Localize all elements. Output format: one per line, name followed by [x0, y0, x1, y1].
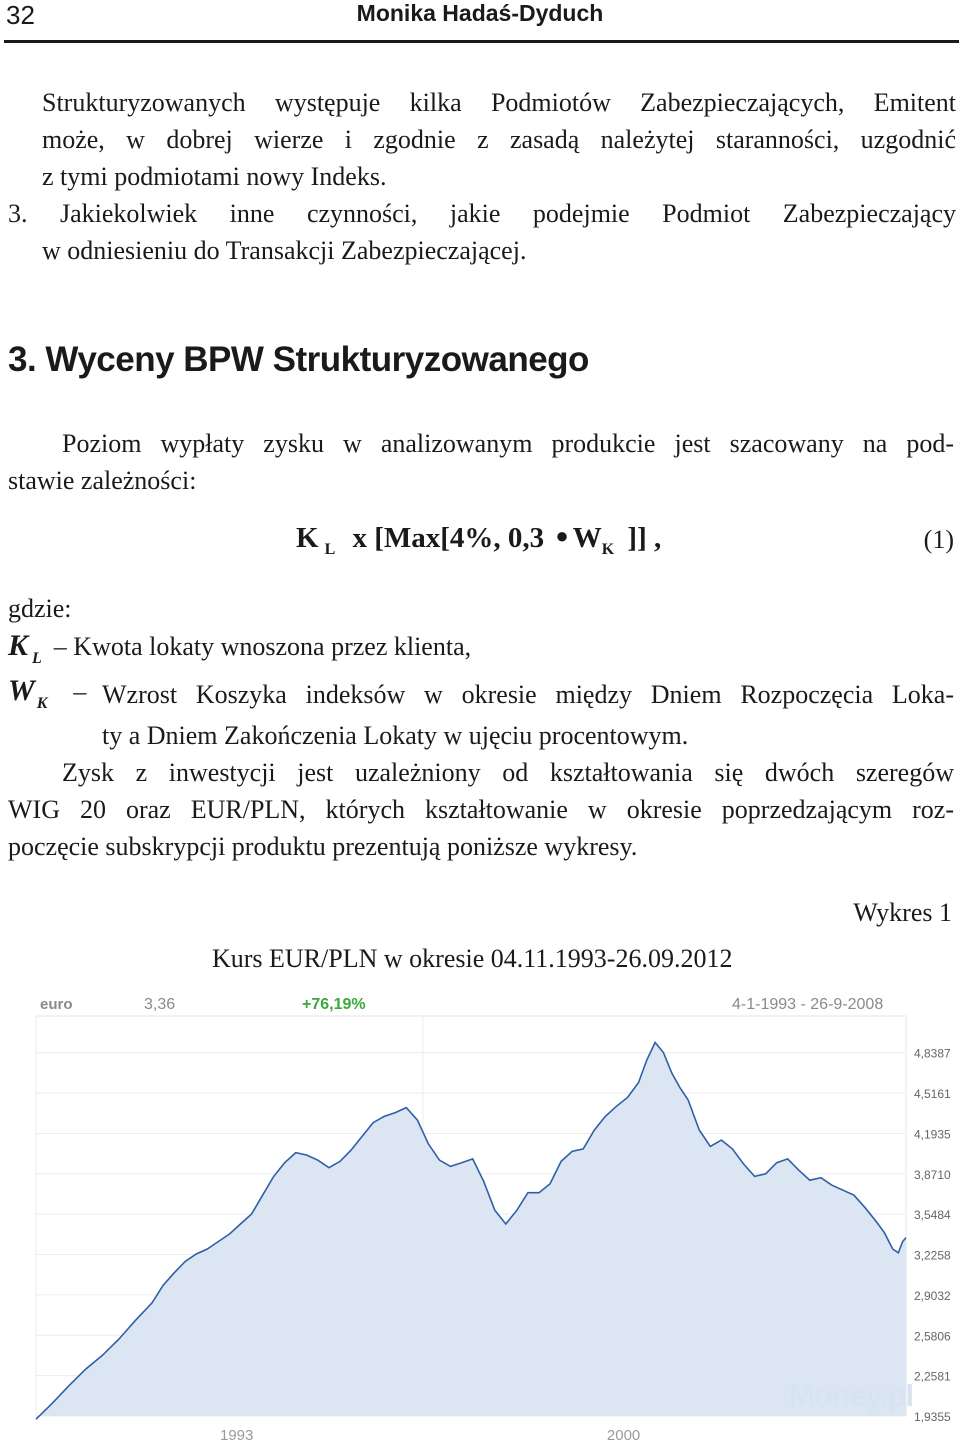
eurpln-chart: [34, 990, 960, 1445]
intro-line-2: może, w dobrej wierze i zgodnie z zasadą należytej staranności, uzgodnić: [42, 125, 956, 154]
closing-line-1: Zysk z inwestycji jest uzależniony od kształtowania się dwóch szeregów: [62, 758, 954, 787]
wk-symbol: W: [8, 674, 35, 707]
wk-dash: –: [73, 677, 87, 706]
definitions-label: gdzie:: [8, 594, 72, 623]
y-tick-label: 4,8387: [914, 1046, 951, 1061]
wk-text-line-2: ty a Dniem Zakończenia Lokaty w ujęciu procentowym.: [102, 721, 689, 750]
intro-line-1: Strukturyzowanych występuje kilka Podmiotów Zabezpieczających, Emitent: [42, 88, 956, 117]
chart-series-name: euro: [40, 996, 73, 1013]
formula-middle: x [Max[4%, 0,3: [352, 522, 545, 554]
equation-number: (1): [923, 525, 954, 554]
y-tick-label: 4,5161: [914, 1087, 951, 1102]
definition-wk: [8, 673, 86, 710]
chart-change: +76,19%: [302, 996, 366, 1013]
running-header-author: Monika Hadaś-Dyduch: [356, 0, 604, 26]
chart-date-range: 4-1-1993 - 26-9-2008: [732, 996, 884, 1013]
kl-symbol: K: [8, 629, 29, 662]
formula-end: ]] ,: [627, 522, 662, 554]
closing-line-2: WIG 20 oraz EUR/PLN, których kształtowanie w okresie poprzedzającym roz-: [8, 795, 954, 824]
kl-text: – Kwota lokaty wnoszona przez klienta,: [53, 632, 472, 661]
y-tick-label: 2,9032: [914, 1288, 951, 1303]
equation-1: [296, 522, 661, 559]
definition-kl: [8, 628, 471, 665]
wk-text-line-1: Wzrost Koszyka indeksów w okresie między Dniem Rozpoczęcia Loka-: [102, 680, 954, 709]
x-tick-label: 2000: [606, 1427, 641, 1444]
x-tick-label: 1993: [220, 1427, 254, 1444]
figure-label: Wykres 1: [853, 898, 952, 927]
list-item-3-line-2: w odniesieniu do Transakcji Zabezpieczającej.: [42, 236, 527, 265]
chart-plot: [34, 990, 960, 1445]
y-tick-label: 1,9355: [914, 1410, 951, 1424]
wk-sub: K: [36, 695, 48, 712]
section-heading: 3. Wyceny BPW Strukturyzowanego: [8, 340, 589, 379]
intro-line-3: z tymi podmiotami nowy Indeks.: [42, 162, 387, 191]
figure-caption: Kurs EUR/PLN w okresie 04.11.1993-26.09.2012: [212, 944, 733, 973]
y-tick-label: 3,5484: [914, 1208, 951, 1223]
y-tick-label: 2,2581: [914, 1369, 951, 1384]
formula-w-sub: K: [601, 540, 615, 558]
y-tick-label: 3,8710: [914, 1167, 951, 1182]
money-pl-watermark: Money.pl: [789, 1378, 914, 1413]
y-tick-label: 2,5806: [914, 1329, 951, 1344]
closing-line-3: poczęcie subskrypcji produktu prezentują poniższe wykresy.: [8, 832, 638, 861]
formula-k-sub: L: [324, 540, 336, 558]
formula-k: K: [296, 522, 319, 554]
kl-sub: L: [32, 650, 42, 667]
y-tick-label: 3,2258: [914, 1248, 951, 1263]
section-para-line-1: Poziom wypłaty zysku w analizowanym produkcie jest szacowany na pod-: [62, 429, 954, 458]
header-rule: [4, 40, 959, 43]
page-number: 32: [6, 0, 35, 30]
bullet-operator-icon: ●: [555, 523, 569, 548]
chart-current-value: 3,36: [144, 996, 176, 1013]
list-item-3-line-1: 3. Jakiekolwiek inne czynności, jakie podejmie Podmiot Zabezpieczający: [8, 199, 956, 228]
y-tick-label: 4,1935: [914, 1127, 951, 1142]
formula-w: W: [572, 522, 602, 554]
section-para-line-2: stawie zależności:: [8, 466, 197, 495]
